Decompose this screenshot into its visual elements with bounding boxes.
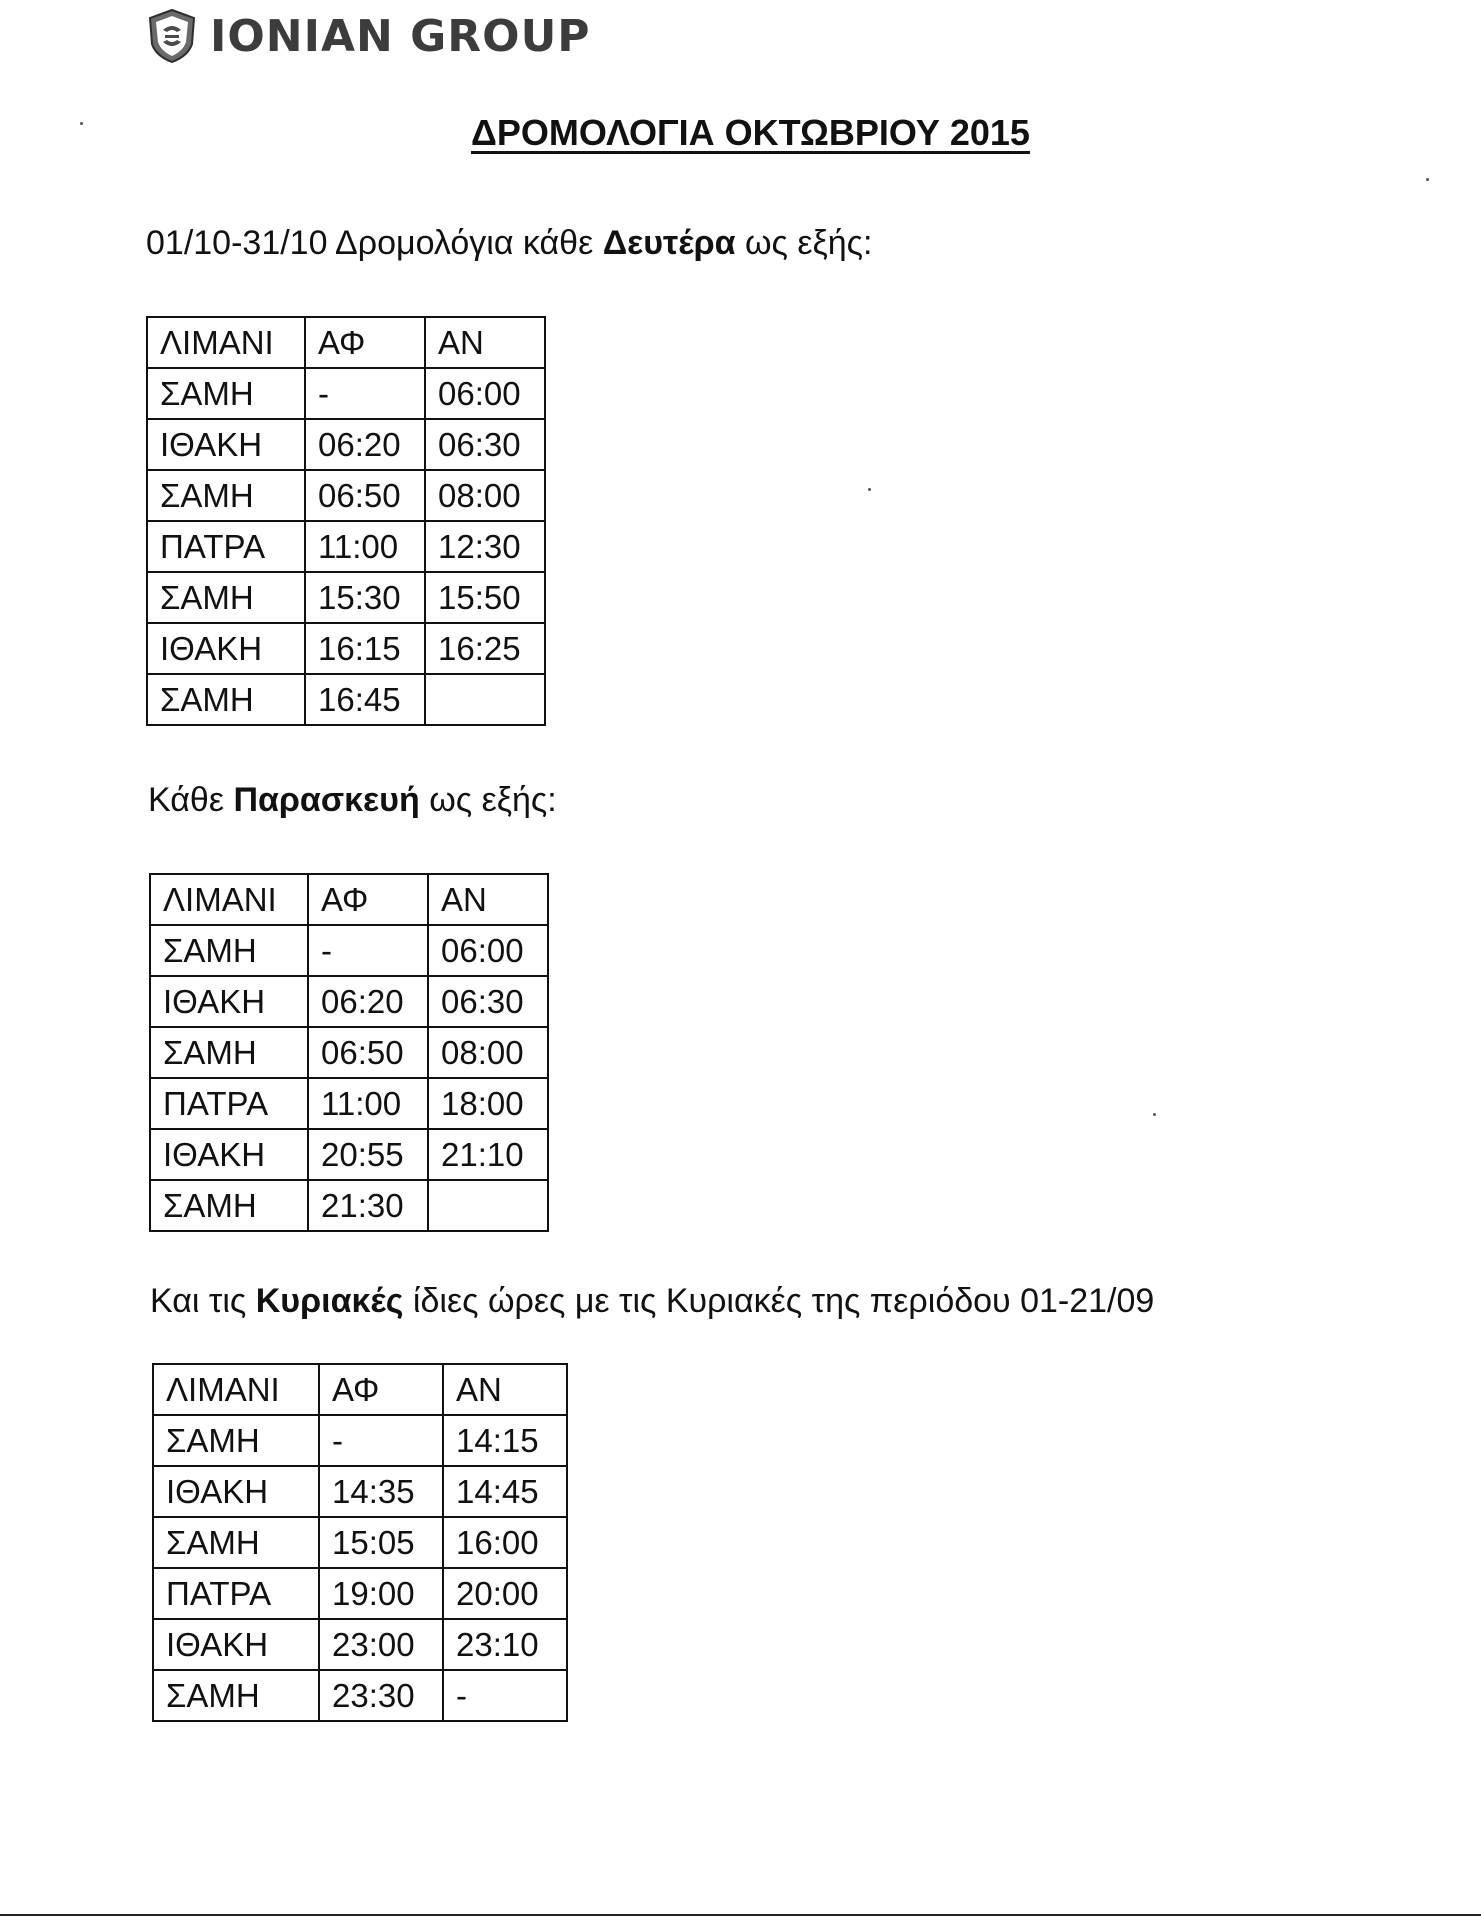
intro-text: Και τις [150,1282,256,1320]
port-cell: ΣΑΜΗ [147,470,305,521]
port-cell: ΙΘΑΚΗ [153,1619,319,1670]
table-row [150,976,548,1027]
departure-cell: 16:15 [305,623,425,674]
table-row [150,1027,548,1078]
table-row [150,925,548,976]
table-header-row [150,874,548,925]
arrival-cell: 12:30 [425,521,545,572]
departure-cell: 06:20 [305,419,425,470]
schedule-table-friday [149,873,549,1232]
header-arrival: ΑΝ [443,1364,567,1415]
table-row [153,1619,567,1670]
brand-name: IONIAN GROUP [210,10,591,62]
table-row [147,521,545,572]
departure-cell: 14:35 [319,1466,443,1517]
arrival-cell: 16:25 [425,623,545,674]
table-row [147,623,545,674]
arrival-cell: 16:00 [443,1517,567,1568]
departure-cell: 23:30 [319,1670,443,1721]
arrival-cell [428,1180,548,1231]
schedule-table-sunday [152,1363,568,1722]
departure-cell: 23:00 [319,1619,443,1670]
departure-cell: - [305,368,425,419]
intro-day: Κυριακές [255,1282,404,1320]
arrival-cell: 06:00 [428,925,548,976]
arrival-cell: 06:30 [425,419,545,470]
departure-cell: 11:00 [305,521,425,572]
brand-logo [146,8,591,64]
intro-day: Παρασκευή [233,781,420,819]
arrival-cell: 15:50 [425,572,545,623]
arrival-cell: - [443,1670,567,1721]
port-cell: ΠΑΤΡΑ [147,521,305,572]
header-port: ΛΙΜΑΝΙ [150,874,308,925]
header-departure: ΑΦ [308,874,428,925]
intro-text: ως εξής: [735,224,873,262]
arrival-cell [425,674,545,725]
port-cell: ΣΑΜΗ [150,1027,308,1078]
table-row [147,368,545,419]
departure-cell: 20:55 [308,1129,428,1180]
arrival-cell: 20:00 [443,1568,567,1619]
port-cell: ΣΑΜΗ [153,1415,319,1466]
port-cell: ΠΑΤΡΑ [150,1078,308,1129]
port-cell: ΣΑΜΗ [153,1670,319,1721]
port-cell: ΣΑΜΗ [147,572,305,623]
departure-cell: 21:30 [308,1180,428,1231]
intro-text: ως εξής: [419,781,557,819]
table-row [150,1129,548,1180]
scan-speck [868,488,871,491]
header-port: ΛΙΜΑΝΙ [153,1364,319,1415]
section-intro-friday [148,781,557,820]
arrival-cell: 14:15 [443,1415,567,1466]
section-intro-sunday [150,1282,1154,1321]
departure-cell: 06:50 [305,470,425,521]
port-cell: ΣΑΜΗ [150,925,308,976]
arrival-cell: 08:00 [428,1027,548,1078]
scan-edge [0,1914,1481,1916]
port-cell: ΙΘΑΚΗ [147,419,305,470]
intro-text: ίδιες ώρες με τις Κυριακές της περιόδου 01-21/09 [403,1282,1155,1320]
table-row [147,674,545,725]
port-cell: ΠΑΤΡΑ [153,1568,319,1619]
intro-day: Δευτέρα [602,224,736,262]
table-row [153,1670,567,1721]
table-row [153,1568,567,1619]
arrival-cell: 21:10 [428,1129,548,1180]
arrival-cell: 06:30 [428,976,548,1027]
table-row [147,572,545,623]
arrival-cell: 23:10 [443,1619,567,1670]
arrival-cell: 06:00 [425,368,545,419]
schedule-table-monday [146,316,546,726]
ionian-shield-icon [146,8,198,64]
port-cell: ΙΘΑΚΗ [147,623,305,674]
departure-cell: 06:20 [308,976,428,1027]
table-row [147,470,545,521]
port-cell: ΙΘΑΚΗ [150,976,308,1027]
table-row [153,1517,567,1568]
table-header-row [153,1364,567,1415]
departure-cell: - [308,925,428,976]
port-cell: ΣΑΜΗ [153,1517,319,1568]
port-cell: ΣΑΜΗ [150,1180,308,1231]
arrival-cell: 14:45 [443,1466,567,1517]
departure-cell: 19:00 [319,1568,443,1619]
scan-speck [1426,178,1429,181]
section-intro-monday [146,224,872,263]
port-cell: ΣΑΜΗ [147,674,305,725]
arrival-cell: 18:00 [428,1078,548,1129]
arrival-cell: 08:00 [425,470,545,521]
page-title: ΔΡΟΜΟΛΟΓΙΑ ΟΚΤΩΒΡΙΟΥ 2015 [471,112,1030,153]
table-row [150,1180,548,1231]
table-row [150,1078,548,1129]
departure-cell: 15:05 [319,1517,443,1568]
departure-cell: 11:00 [308,1078,428,1129]
table-row [153,1466,567,1517]
port-cell: ΙΘΑΚΗ [150,1129,308,1180]
header-departure: ΑΦ [305,317,425,368]
intro-text: 01/10-31/10 Δρομολόγια κάθε [146,224,603,262]
port-cell: ΣΑΜΗ [147,368,305,419]
intro-text: Κάθε [148,781,234,819]
header-arrival: ΑΝ [428,874,548,925]
scan-speck [1153,1113,1156,1116]
table-header-row [147,317,545,368]
departure-cell: 15:30 [305,572,425,623]
departure-cell: 16:45 [305,674,425,725]
header-departure: ΑΦ [319,1364,443,1415]
departure-cell: - [319,1415,443,1466]
header-arrival: ΑΝ [425,317,545,368]
header-port: ΛΙΜΑΝΙ [147,317,305,368]
port-cell: ΙΘΑΚΗ [153,1466,319,1517]
departure-cell: 06:50 [308,1027,428,1078]
scan-speck [80,122,83,125]
table-row [153,1415,567,1466]
table-row [147,419,545,470]
